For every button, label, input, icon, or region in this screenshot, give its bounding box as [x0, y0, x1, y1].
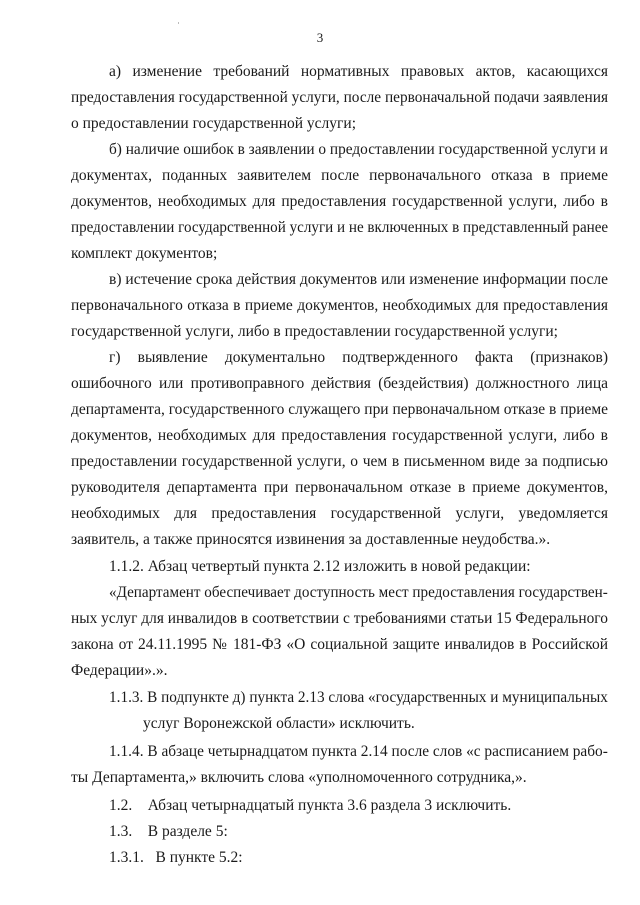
text-line: государственной услуги, либо в предоставлении государственной услуги; [71, 323, 558, 340]
text-line: 1.2. Абзац четырнадцатый пункта 3.6 раздела 3 исключить. [109, 797, 512, 814]
text-line: о предоставлении государственной услуги; [71, 115, 356, 132]
text-line: ошибочного или противоправного действия (бездействия) должностного лица [71, 376, 608, 392]
text-line: ных услуг для инвалидов в соответствии с требованиями статьи 15 Федерального [71, 611, 608, 627]
text-line: документах, поданных заявителем после первоначального отказа в приеме [71, 168, 608, 184]
page-number: 3 [316, 30, 324, 45]
text-line: комплект документов; [71, 245, 218, 262]
text-line: услуг Воронежской области» исключить. [143, 715, 415, 732]
text-line: 1.1.4. В абзаце четырнадцатом пункта 2.14 после слов «с расписанием рабо- [109, 744, 608, 760]
text-line: б) наличие ошибок в заявлении о предоставлении государственной услуги и [109, 142, 608, 158]
text-line: «Департамент обеспечивает доступность мест предоставления государствен- [109, 585, 608, 601]
text-line: предоставлении государственной услуги и не включенных в представленный ранее [71, 220, 609, 236]
text-line: предоставления государственной услуги, после первоначальной подачи заявления [71, 90, 609, 106]
text-line: закона от 24.11.1995 № 181-ФЗ «О социальной защите инвалидов в Российской [71, 637, 608, 653]
text-line: а) изменение требований нормативных правовых актов, касающихся [109, 64, 608, 80]
text-line: заявитель, а также приносятся извинения за доставленные неудобства.». [71, 531, 551, 548]
text-line: Федерации».». [71, 662, 168, 679]
text-line: в) истечение срока действия документов или изменение информации после [109, 272, 608, 288]
text-line: предоставлении государственной услуги, о чем в письменном виде за подписью [71, 454, 608, 470]
text-line: документов, необходимых для предоставления государственной услуги, либо в [71, 194, 608, 210]
scan-speck [178, 22, 179, 24]
text-line: ты Департамента,» включить слова «уполномоченного сотрудника,». [71, 769, 527, 786]
text-line: руководителя департамента при первоначальном отказе в приеме документов, [71, 480, 608, 496]
text-line: документов, необходимых для предоставления государственной услуги, либо в [71, 428, 608, 444]
text-line: г) выявление документально подтвержденного факта (признаков) [109, 350, 608, 366]
text-line: 1.3.1. В пункте 5.2: [109, 849, 243, 866]
text-line: департамента, государственного служащего при первоначальном отказе в приеме [71, 402, 609, 418]
text-line: 1.3. В разделе 5: [109, 823, 228, 840]
text-line: первоначального отказа в приеме документов, необходимых для предоставления [71, 298, 608, 314]
text-line: необходимых для предоставления государственной услуги, уведомляется [71, 506, 608, 522]
text-line: 1.1.2. Абзац четвертый пункта 2.12 изложить в новой редакции: [109, 558, 531, 575]
text-line: 1.1.3. В подпункте д) пункта 2.13 слова «государственных и муниципальных [109, 690, 608, 706]
